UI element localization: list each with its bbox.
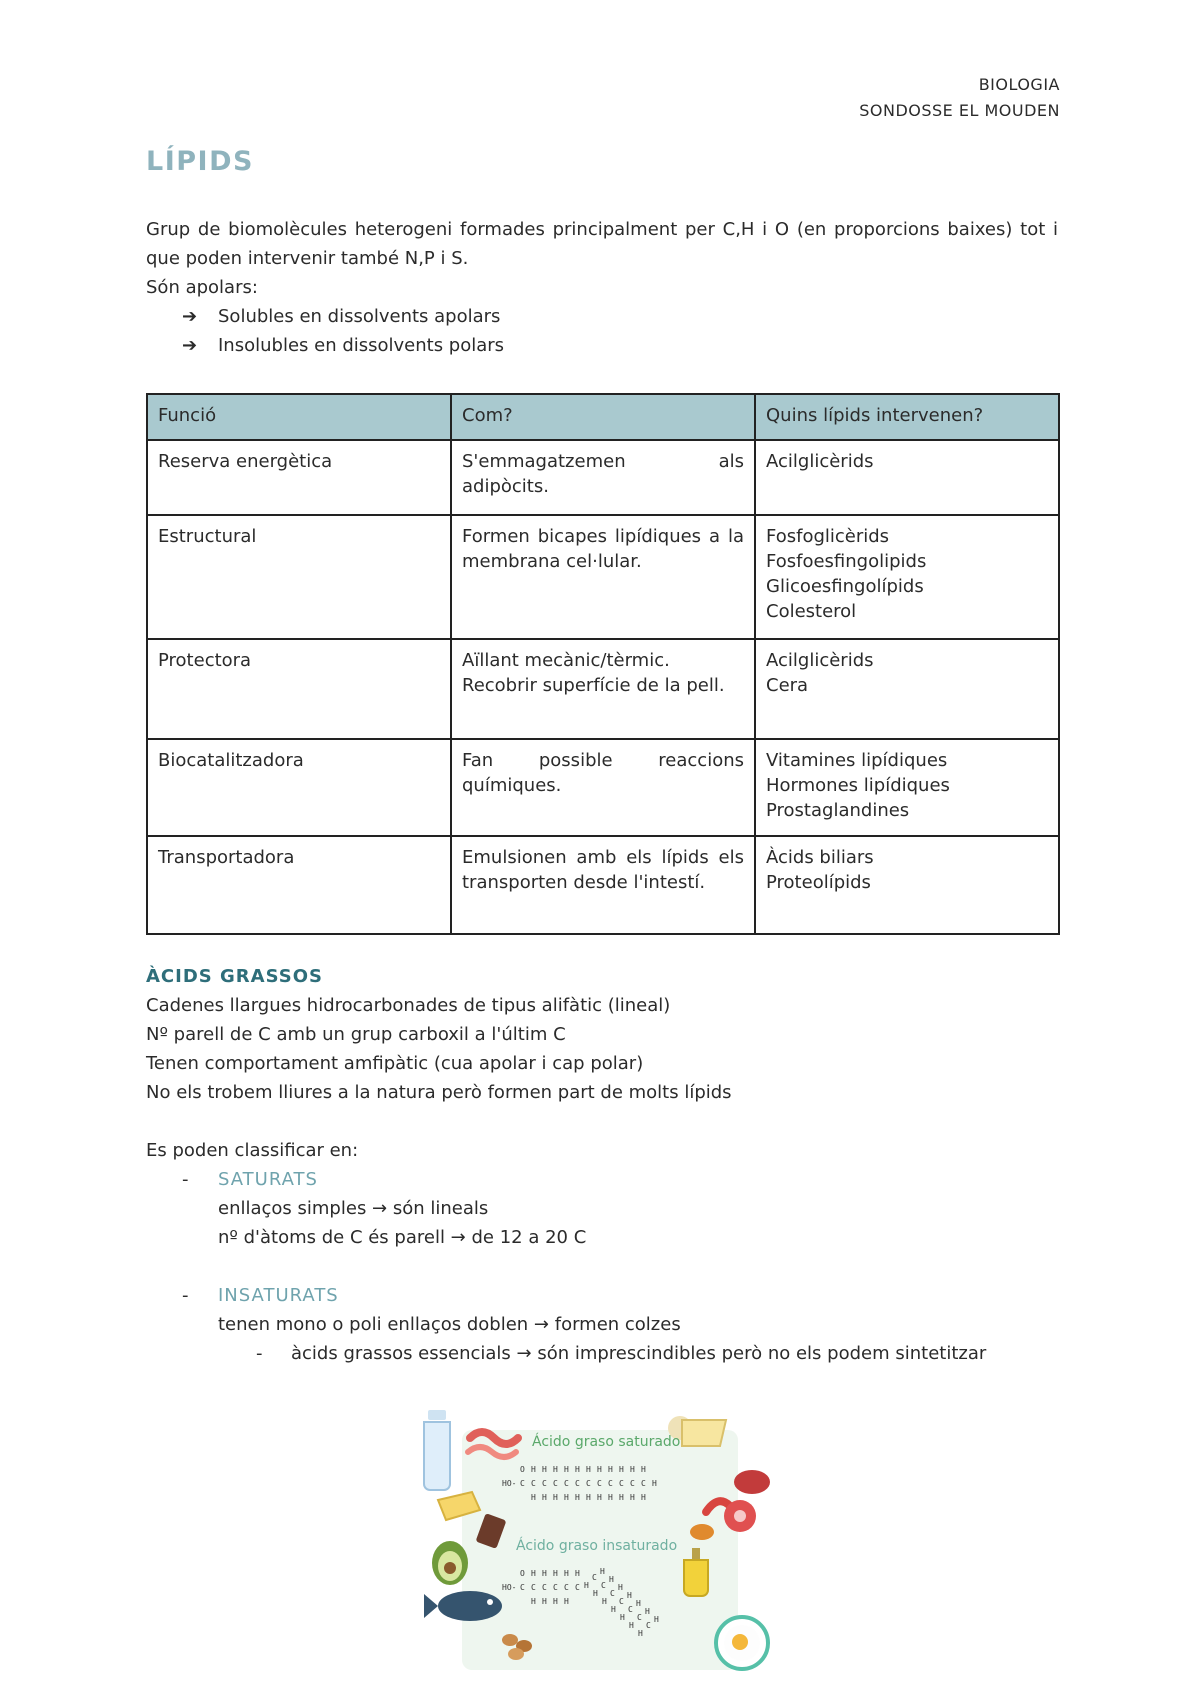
egg-icon — [716, 1617, 768, 1669]
hydrogen-atom: H — [564, 1569, 569, 1578]
carbon-atom: C — [520, 1583, 525, 1592]
arrow-icon: ➔ — [182, 335, 198, 356]
cell-funcio: Protectora — [147, 639, 451, 739]
hydrogen-atom: H — [586, 1493, 591, 1502]
cell-lipids: Acilglicèrids — [755, 440, 1059, 515]
avocado-icon — [432, 1541, 468, 1585]
carbon-atom: C — [630, 1479, 635, 1488]
hydrogen-atom: H — [619, 1465, 624, 1474]
apolar-label: Són apolars: — [146, 277, 258, 298]
carbon-atom: C — [586, 1479, 591, 1488]
spacer — [146, 1107, 1058, 1136]
hydrogen-atom: H — [586, 1465, 591, 1474]
hydrogen-atom: H — [575, 1465, 580, 1474]
hydrogen-atom: H — [553, 1569, 558, 1578]
cell-funcio: Transportadora — [147, 836, 451, 934]
carbon-atom: C — [575, 1583, 580, 1592]
header-com: Com? — [451, 394, 755, 440]
section-title: ÀCIDS GRASSOS — [146, 966, 323, 987]
list-item: ➔ Insolubles en dissolvents polars — [182, 331, 1058, 360]
hydrogen-atom: H — [636, 1599, 641, 1608]
carbon-atom: C — [641, 1479, 646, 1488]
carbon-atom: C — [646, 1621, 651, 1630]
hydrogen-atom: H — [542, 1569, 547, 1578]
hydrogen-atom: H — [609, 1575, 614, 1584]
hydrogen-atom: H — [531, 1465, 536, 1474]
carbon-atom: C — [520, 1479, 525, 1488]
fatty-acids-figure — [420, 1408, 780, 1683]
fatty-acids-section — [146, 962, 1058, 1368]
page-title: LÍPIDS — [146, 146, 254, 177]
hydrogen-atom: H — [602, 1597, 607, 1606]
hydrogen-atom: H — [564, 1465, 569, 1474]
carbon-atom: C — [542, 1479, 547, 1488]
hydrogen-atom: H — [638, 1629, 643, 1638]
hydrogen-atom: H — [553, 1597, 558, 1606]
hydrogen-atom: H — [564, 1597, 569, 1606]
hydrogen-atom: H — [608, 1493, 613, 1502]
hydrogen-atom: H — [584, 1581, 589, 1590]
apolar-list — [146, 302, 1058, 360]
carbon-atom: C — [610, 1589, 615, 1598]
cell-com: Fan possible reaccions químiques. — [451, 739, 755, 836]
carbon-atom: C — [575, 1479, 580, 1488]
carbon-atom: C — [619, 1479, 624, 1488]
cell-lipids: Fosfoglicèrids Fosfoesfingolipids Glicoesfingolípids Colesterol — [755, 515, 1059, 639]
carbon-atom: C — [637, 1613, 642, 1622]
spacer — [146, 1252, 1058, 1281]
hydrogen-atom: H — [618, 1583, 623, 1592]
arrow-icon: ➔ — [182, 306, 198, 327]
text-line: Tenen comportament amfipàtic (cua apolar i cap polar) — [146, 1053, 644, 1074]
hydrogen-atom: H — [593, 1589, 598, 1598]
cell-lipids: Àcids biliars Proteolípids — [755, 836, 1059, 934]
carbon-atom: C — [592, 1573, 597, 1582]
carbon-atom: C — [564, 1583, 569, 1592]
unsaturated-figure-label: Ácido graso insaturado — [516, 1538, 678, 1554]
intro-section — [146, 215, 1058, 360]
carbon-atom: C — [608, 1479, 613, 1488]
hydrogen-atom: H — [629, 1621, 634, 1630]
dash-icon: - — [182, 1285, 189, 1306]
list-item: ➔ Solubles en dissolvents apolars — [182, 302, 1058, 331]
hydrogen-atom: H — [597, 1493, 602, 1502]
hydrogen-atom: H — [542, 1465, 547, 1474]
cell-com: S'emmagatzemen als adipòcits. — [451, 440, 755, 515]
carbon-atom: C — [553, 1479, 558, 1488]
hydrogen-atom: H — [630, 1465, 635, 1474]
carbon-atom: C — [601, 1581, 606, 1590]
cell-lipids: Vitamines lipídiques Hormones lipídiques Prostaglandines — [755, 739, 1059, 836]
hydrogen-atom: H — [608, 1465, 613, 1474]
cell-com: Aïllant mecànic/tèrmic. Recobrir superfície de la pell. — [451, 639, 755, 739]
hydrogen-atom: H — [654, 1615, 659, 1624]
carbon-atom: C — [553, 1583, 558, 1592]
hydrogen-atom: H — [564, 1493, 569, 1502]
cell-com: Emulsionen amb els lípids els transporten desde l'intestí. — [451, 836, 755, 934]
carbon-atom: C — [531, 1479, 536, 1488]
table-row — [147, 836, 1059, 934]
hydrogen-atom: H — [620, 1613, 625, 1622]
carbon-atom: C — [564, 1479, 569, 1488]
table-row — [147, 639, 1059, 739]
cell-funcio: Estructural — [147, 515, 451, 639]
essential-item: - àcids grassos essencials → són imprescindibles però no els podem sintetitzar — [146, 1339, 1058, 1368]
header-funcio: Funció — [147, 394, 451, 440]
saturated-figure-label: Ácido graso saturado — [532, 1434, 681, 1450]
table-header-row — [147, 394, 1059, 440]
hydrogen-atom: H — [553, 1465, 558, 1474]
hydrogen-atom: H — [542, 1493, 547, 1502]
hydrogen-atom: H — [652, 1479, 657, 1488]
svg-text:HO-: HO- — [502, 1479, 517, 1488]
text-line: Cadenes llargues hidrocarbonades de tipus alifàtic (lineal) — [146, 995, 671, 1016]
header-lipids: Quins lípids intervenen? — [755, 394, 1059, 440]
carbon-atom: C — [597, 1479, 602, 1488]
cell-com: Formen bicapes lipídiques a la membrana cel·lular. — [451, 515, 755, 639]
oxygen-atom: O — [520, 1569, 525, 1578]
header-subject: BIOLOGIA — [978, 75, 1060, 94]
carbon-atom: C — [542, 1583, 547, 1592]
saturated-item — [146, 1165, 1058, 1194]
carbon-atom: C — [619, 1597, 624, 1606]
page-header — [859, 72, 1060, 124]
svg-text:HO-: HO- — [502, 1583, 517, 1592]
cell-funcio: Biocatalitzadora — [147, 739, 451, 836]
hydrogen-atom: H — [531, 1569, 536, 1578]
classify-label: Es poden classificar en: — [146, 1140, 359, 1161]
oxygen-atom: O — [520, 1465, 525, 1474]
hydrogen-atom: H — [553, 1493, 558, 1502]
hydrogen-atom: H — [575, 1493, 580, 1502]
text-line: tenen mono o poli enllaços doblen → formen colzes — [218, 1314, 681, 1335]
hydrogen-atom: H — [531, 1597, 536, 1606]
hydrogen-atom: H — [575, 1569, 580, 1578]
functions-table — [146, 393, 1060, 935]
hydrogen-atom: H — [597, 1465, 602, 1474]
hydrogen-atom: H — [611, 1605, 616, 1614]
table-row — [147, 515, 1059, 639]
saturated-label: SATURATS — [218, 1169, 318, 1190]
hydrogen-atom: H — [645, 1607, 650, 1616]
text-line: Nº parell de C amb un grup carboxil a l'últim C — [146, 1024, 566, 1045]
hydrogen-atom: H — [531, 1493, 536, 1502]
dash-icon: - — [182, 1169, 189, 1190]
table-row — [147, 739, 1059, 836]
hydrogen-atom: H — [641, 1493, 646, 1502]
text-line: No els trobem lliures a la natura però formen part de molts lípids — [146, 1082, 732, 1103]
hydrogen-atom: H — [542, 1597, 547, 1606]
cell-funcio: Reserva energètica — [147, 440, 451, 515]
hydrogen-atom: H — [641, 1465, 646, 1474]
unsaturated-label: INSATURATS — [218, 1285, 339, 1306]
text-line: enllaços simples → són lineals — [218, 1198, 489, 1219]
table-row — [147, 440, 1059, 515]
hydrogen-atom: H — [630, 1493, 635, 1502]
cell-lipids: Acilglicèrids Cera — [755, 639, 1059, 739]
text-line: nº d'àtoms de C és parell → de 12 a 20 C — [218, 1227, 587, 1248]
header-author: SONDOSSE EL MOUDEN — [859, 101, 1060, 120]
hydrogen-atom: H — [627, 1591, 632, 1600]
intro-paragraph: Grup de biomolècules heterogeni formades principalment per C,H i O (en proporcions baixes) tot i que poden intervenir també N,P i S. — [146, 219, 1058, 269]
milk-bottle-icon — [424, 1410, 450, 1490]
hydrogen-atom: H — [600, 1567, 605, 1576]
carbon-atom: C — [531, 1583, 536, 1592]
hydrogen-atom: H — [619, 1493, 624, 1502]
carbon-atom: C — [628, 1605, 633, 1614]
unsaturated-item — [146, 1281, 1058, 1310]
dash-icon: - — [256, 1343, 263, 1364]
